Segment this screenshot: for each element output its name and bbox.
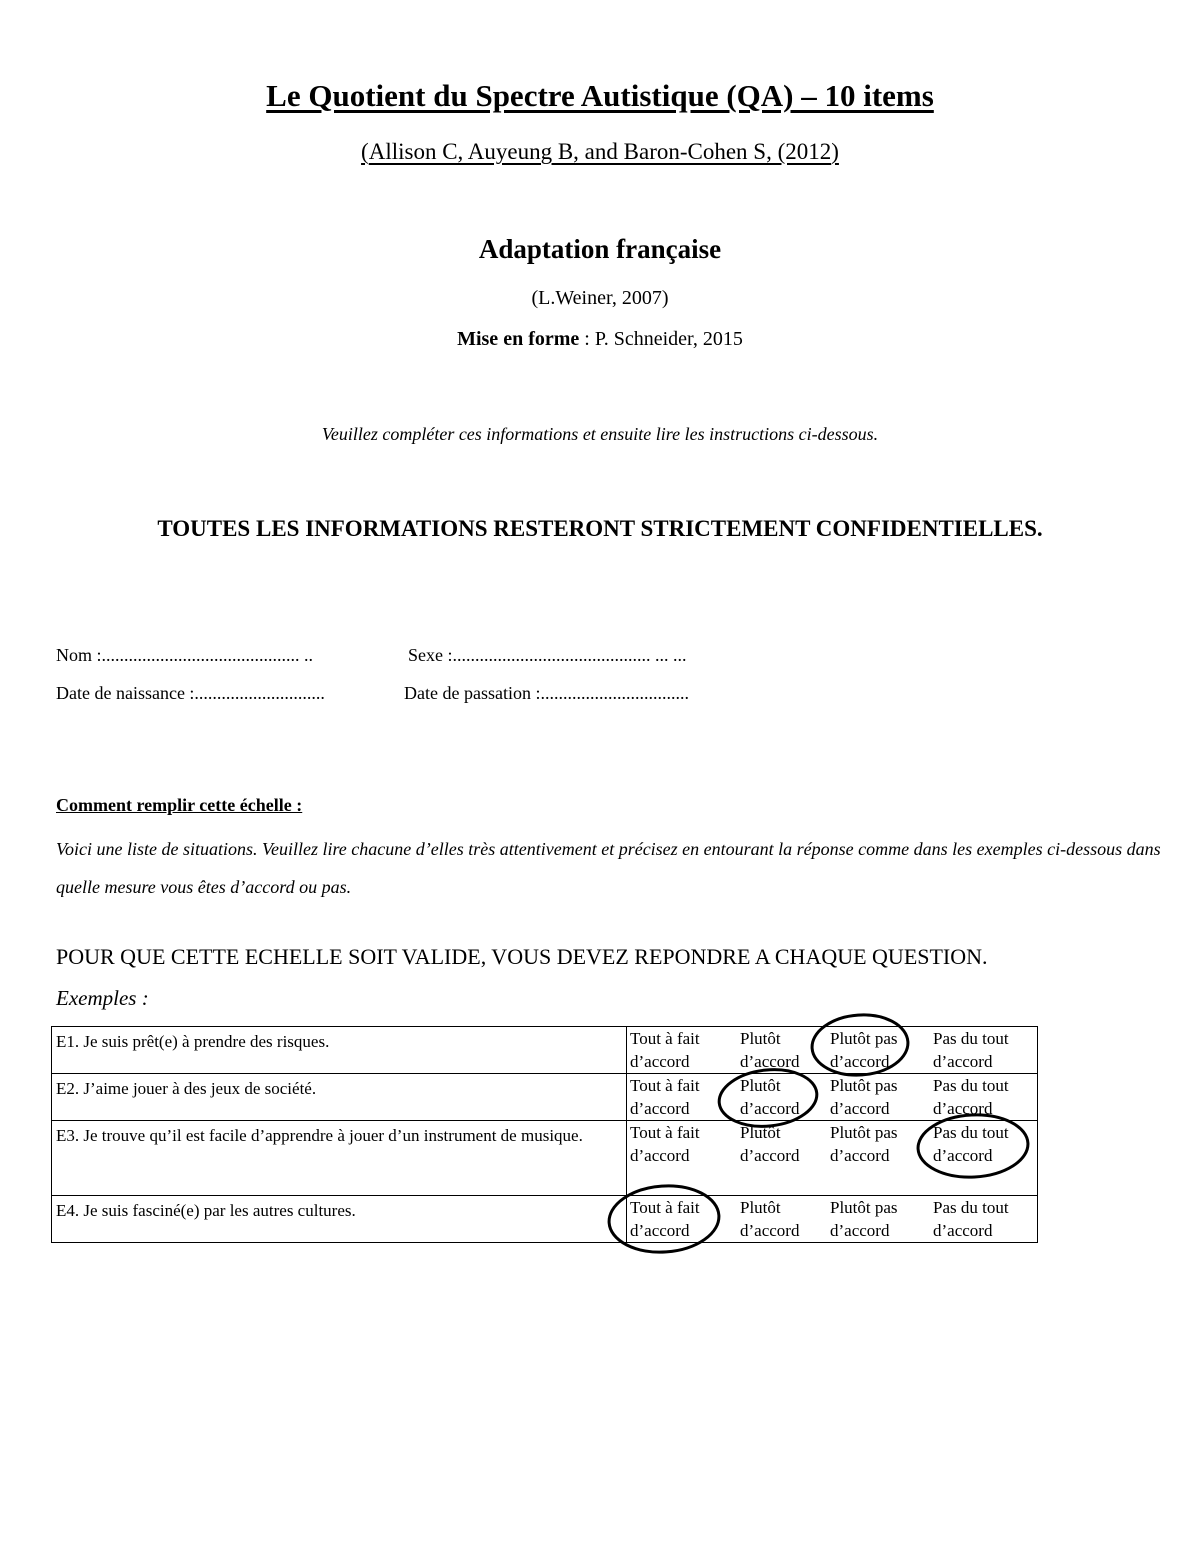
instruction-text: Veuillez compléter ces informations et ensuite lire les instructions ci-dessous. [321, 424, 879, 444]
option-cell[interactable]: Plutôt pas d’accord [827, 1027, 930, 1074]
table-row [52, 1121, 1038, 1196]
option-cell[interactable]: Tout à fait d’accord [627, 1074, 738, 1121]
question-cell: E3. Je trouve qu’il est facile d’apprendre à jouer d’un instrument de musique. [52, 1121, 627, 1196]
table-row [52, 1027, 1038, 1074]
option-cell[interactable]: Tout à fait d’accord [627, 1196, 738, 1243]
option-cell[interactable]: Pas du tout d’accord [930, 1121, 1038, 1196]
adaptation-reference: (L.Weiner, 2007) [531, 287, 669, 309]
format-credit: Mise en forme : P. Schneider, 2015 [457, 328, 743, 350]
option-cell[interactable]: Plutôt pas d’accord [827, 1196, 930, 1243]
option-cell[interactable]: Tout à fait d’accord [627, 1027, 738, 1074]
citation-text: Allison C, Auyeung B, and Baron-Cohen S, (2012 [368, 139, 832, 164]
table-row [52, 1074, 1038, 1121]
option-cell[interactable]: Plutôt d’accord [737, 1027, 827, 1074]
option-cell[interactable]: Pas du tout d’accord [930, 1027, 1038, 1074]
option-cell[interactable]: Plutôt d’accord [737, 1196, 827, 1243]
how-to-fill-text: Voici une liste de situations. Veuillez lire chacune d’elles très attentivement et précisez en entourant la réponse comme dans les exemples ci-dessous dans quelle mesure vous êtes d’accord ou pas. [56, 839, 1161, 897]
validity-notice: POUR QUE CETTE ECHELLE SOIT VALIDE, VOUS DEVEZ REPONDRE A CHAQUE QUESTION. [56, 944, 988, 969]
question-cell: E1. Je suis prêt(e) à prendre des risques. [52, 1027, 627, 1074]
option-cell[interactable]: Plutôt d’accord [737, 1074, 827, 1121]
question-cell: E2. J’aime jouer à des jeux de société. [52, 1074, 627, 1121]
adaptation-title: Adaptation française [478, 234, 722, 264]
table-row [52, 1196, 1038, 1243]
birthdate-field[interactable]: Date de naissance :............................. [56, 683, 325, 703]
option-cell[interactable]: Pas du tout d’accord [930, 1074, 1038, 1121]
option-cell[interactable]: Tout à fait d’accord [627, 1121, 738, 1196]
option-cell[interactable]: Pas du tout d’accord [930, 1196, 1038, 1243]
examples-table [51, 1026, 1038, 1243]
question-cell: E4. Je suis fasciné(e) par les autres cultures. [52, 1196, 627, 1243]
option-cell[interactable]: Plutôt d’accord [737, 1121, 827, 1196]
document-title: Le Quotient du Spectre Autistique (QA) – 10 items [266, 78, 934, 113]
test-date-field[interactable]: Date de passation :................................. [404, 683, 689, 703]
name-field[interactable]: Nom :............................................ .. [56, 645, 314, 665]
citation: (Allison C, Auyeung B, and Baron-Cohen S, (2012) [361, 139, 839, 164]
sex-field[interactable]: Sexe :............................................ ... ... [408, 645, 687, 665]
examples-label: Exemples : [56, 986, 149, 1010]
confidential-notice: TOUTES LES INFORMATIONS RESTERONT STRICTEMENT CONFIDENTIELLES. [157, 516, 1043, 541]
option-cell[interactable]: Plutôt pas d’accord [827, 1121, 930, 1196]
option-cell[interactable]: Plutôt pas d’accord [827, 1074, 930, 1121]
how-to-fill-title: Comment remplir cette échelle : [56, 795, 303, 815]
